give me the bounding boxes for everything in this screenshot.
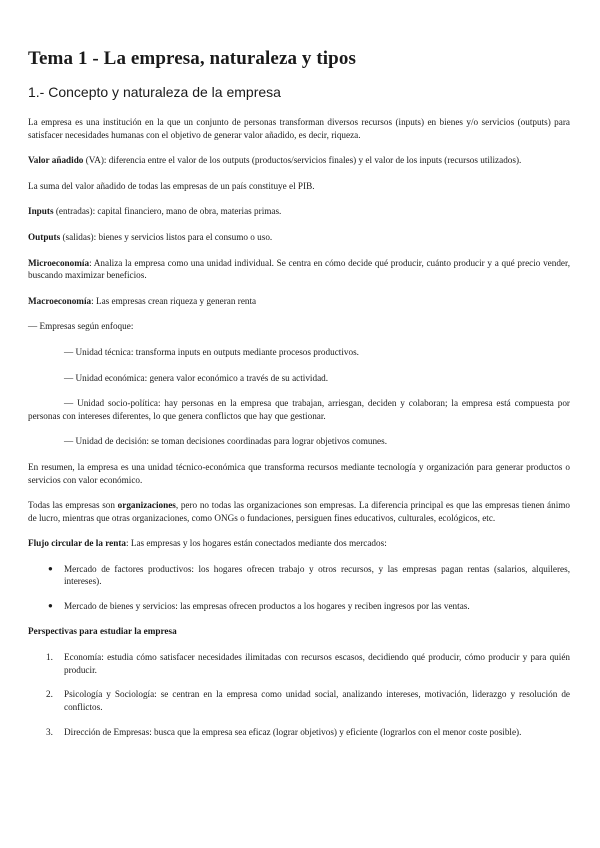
list-item: [28, 563, 570, 588]
valor-anadido-paragraph: [28, 154, 570, 167]
enfoque-heading: — Empresas según enfoque:: [28, 321, 134, 332]
perspectivas-list: [28, 651, 570, 738]
list-item-text: Economía: estudia cómo satisfacer necesidades ilimitadas con recursos escasos, decidiendo qué producir, cómo producir y para quién producir.: [64, 652, 570, 675]
list-number: 3.: [46, 726, 53, 737]
list-item: [28, 688, 570, 713]
enfoque-item: — Unidad técnica: transforma inputs en outputs mediante procesos productivos.: [64, 346, 359, 357]
macroeconomia-term: Macroeconomía: [28, 295, 92, 306]
list-item: [28, 651, 570, 676]
outputs-paragraph: [28, 231, 570, 244]
enfoque-item: — Unidad económica: genera valor económico a través de su actividad.: [64, 372, 329, 383]
list-item: [28, 726, 570, 739]
valor-anadido-definition: (VA): diferencia entre el valor de los outputs (productos/servicios finales) y el valor de los inputs (recursos utilizados).: [83, 155, 522, 166]
perspectivas-title: Perspectivas para estudiar la empresa: [28, 625, 177, 636]
organizaciones-post: , pero no todas las organizaciones son empresas. La diferencia principal es que las empresas tienen ánimo de lucro, mientras que otras organizaciones, como ONGs o fundaciones, persiguen fines educativos, culturales, ecológicos, etc.: [28, 500, 571, 523]
macroeconomia-definition: : Las empresas crean riqueza y generan renta: [91, 295, 257, 306]
flujo-definition: : Las empresas y los hogares están conectados mediante dos mercados:: [126, 538, 387, 549]
intro-paragraph: La empresa es una institución en la que un conjunto de personas transforman diversos recursos (inputs) en bienes y/o servicios (outputs) para satisfacer necesidades humanas con el objetivo de generar valor añadido, es decir, riqueza.: [28, 117, 570, 140]
microeconomia-term: Microeconomía: [28, 257, 90, 268]
section-heading: 1.- Concepto y naturaleza de la empresa: [28, 84, 281, 100]
list-number: 2.: [46, 689, 53, 700]
macroeconomia-paragraph: [28, 295, 570, 308]
resumen-paragraph: En resumen, la empresa es una unidad técnico-económica que transforma recursos mediante tecnología y organización para generar productos o servicios con valor económico.: [28, 461, 570, 485]
list-item-text: Dirección de Empresas: busca que la empresa sea eficaz (lograr objetivos) y eficiente (lograrlos con el menor coste posible).: [64, 726, 522, 737]
pib-paragraph: La suma del valor añadido de todas las empresas de un país constituye el PIB.: [28, 180, 315, 191]
bullet-icon: ●: [48, 563, 53, 573]
inputs-paren: (entradas): [53, 206, 93, 217]
organizaciones-paragraph: [28, 499, 570, 524]
perspectivas-heading: [28, 625, 570, 638]
list-number: 1.: [46, 652, 53, 663]
inputs-term: Inputs: [28, 206, 54, 217]
microeconomia-paragraph: [28, 257, 570, 282]
organizaciones-pre: Todas las empresas son: [28, 500, 118, 511]
enfoque-item: — Unidad de decisión: se toman decisiones coordinadas para lograr objetivos comunes.: [64, 436, 388, 447]
list-item-text: Mercado de factores productivos: los hogares ofrecen trabajo y otros recursos, y las empresas pagan rentas (salarios, alquileres, intereses).: [64, 563, 570, 587]
organizaciones-term: organizaciones: [117, 500, 176, 511]
inputs-definition: : capital financiero, mano de obra, materias primas.: [92, 206, 282, 217]
valor-anadido-term: Valor añadido: [28, 155, 84, 166]
enfoque-item: — Unidad socio-política: hay personas en la empresa que trabajan, arriesgan, deciden y colaboran; la empresa está compuesta por personas con intereses diferentes, lo que genera conflictos que hay que gestionar.: [28, 398, 570, 421]
outputs-definition: : bienes y servicios listos para el consumo o uso.: [93, 231, 273, 242]
list-item: [28, 600, 570, 613]
flujo-term: Flujo circular de la renta: [28, 538, 126, 549]
inputs-paragraph: [28, 205, 570, 218]
flujo-paragraph: [28, 537, 570, 550]
mercados-list: [28, 563, 570, 613]
outputs-paren: (salidas): [60, 231, 94, 242]
microeconomia-definition: : Analiza la empresa como una unidad individual. Se centra en cómo decide qué producir, cuánto producir y a qué precio vender, buscando maximizar beneficios.: [28, 257, 570, 281]
list-item-text: Psicología y Sociología: se centran en la empresa como unidad social, analizando intereses, motivación, liderazgo y resolución de conflictos.: [64, 689, 570, 713]
list-item-text: Mercado de bienes y servicios: las empresas ofrecen productos a los hogares y reciben ingresos por las ventas.: [64, 601, 470, 612]
bullet-icon: ●: [48, 601, 53, 611]
outputs-term: Outputs: [28, 231, 61, 242]
page-title: Tema 1 - La empresa, naturaleza y tipos: [28, 48, 356, 69]
